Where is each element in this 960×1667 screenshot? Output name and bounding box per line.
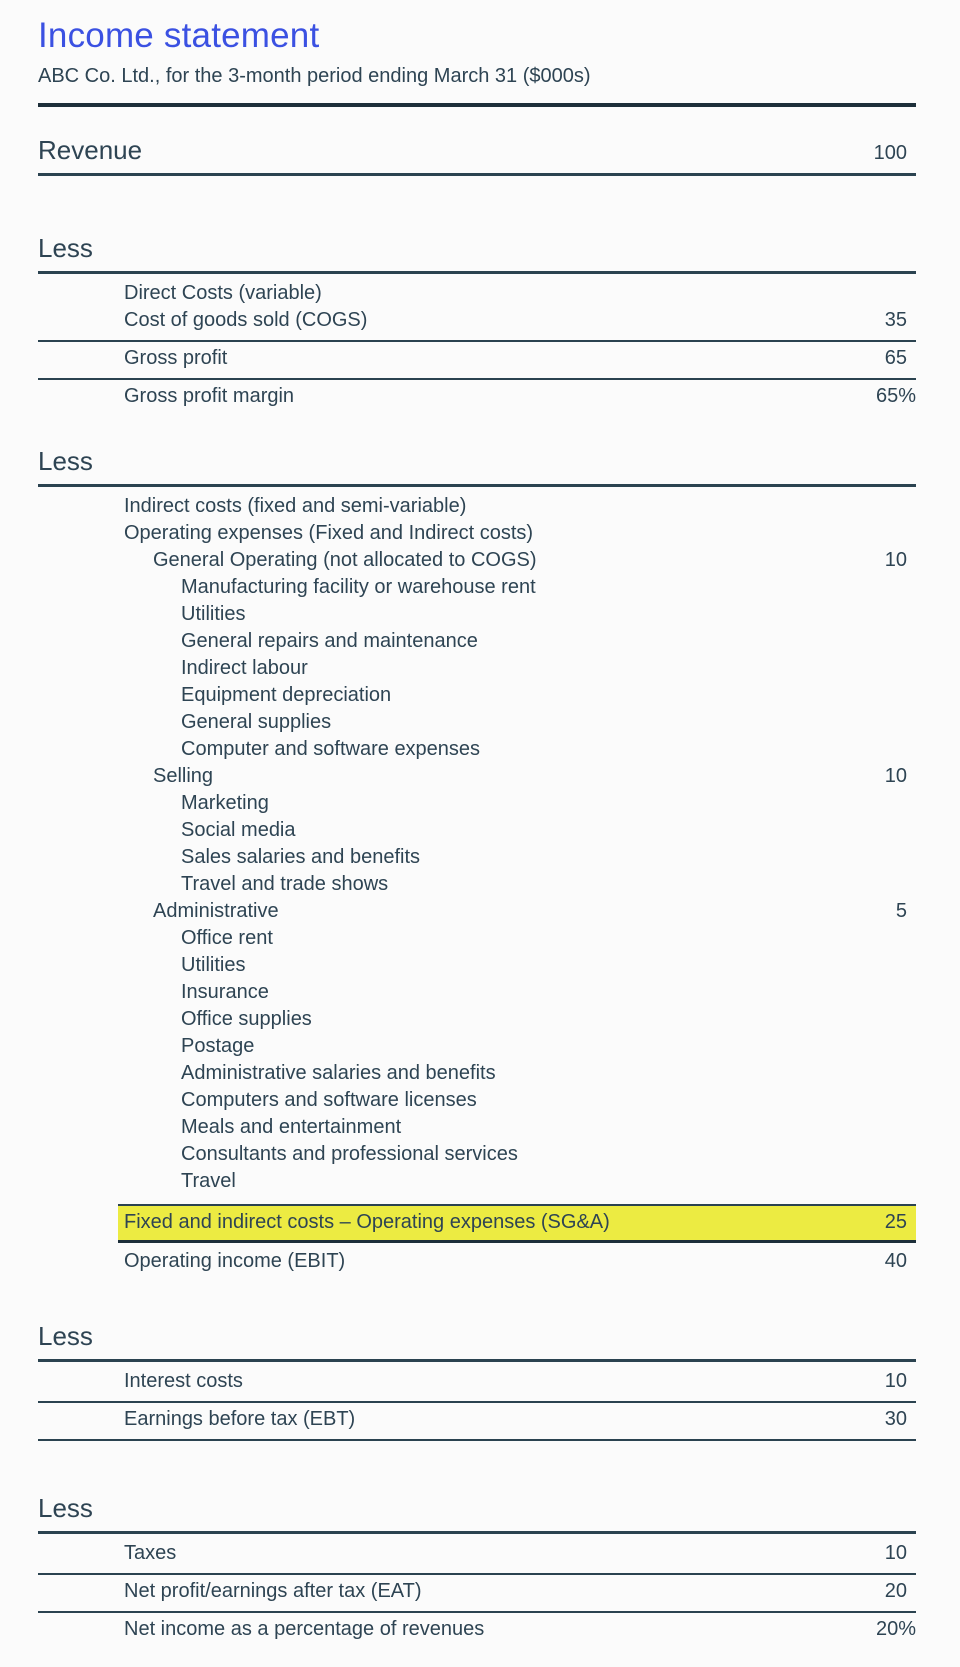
line-item-row: [38, 574, 916, 601]
row-value: 65: [884, 347, 907, 369]
line-item-row: [38, 1616, 916, 1643]
row-label: Net income as a percentage of revenues: [124, 1618, 485, 1640]
row-label: Net profit/earnings after tax (EAT): [124, 1580, 422, 1602]
section-header: [38, 1321, 916, 1362]
line-item-row: [38, 520, 916, 547]
row-label: Direct Costs (variable): [124, 282, 322, 304]
row-label: Postage: [181, 1035, 255, 1057]
line-item-row: [38, 1406, 916, 1441]
row-value: 10: [884, 765, 907, 787]
line-item-row: [38, 1368, 916, 1403]
row-label: Computers and software licenses: [181, 1089, 477, 1111]
row-label: General supplies: [181, 711, 332, 733]
line-item-row: [38, 790, 916, 817]
section-header: [38, 446, 916, 487]
line-item-row: [38, 383, 916, 410]
line-item-row: [38, 1087, 916, 1114]
row-value: 5: [895, 900, 907, 922]
row-value: 10: [884, 549, 907, 571]
section-header: [38, 1493, 916, 1534]
line-item-row: [38, 1168, 916, 1195]
line-item-row: [38, 493, 916, 520]
revenue-section: [38, 135, 916, 176]
line-item-row: [38, 655, 916, 682]
line-item-row: [38, 1540, 916, 1575]
line-item-row: [38, 871, 916, 898]
row-value: 30: [884, 1408, 907, 1430]
line-item-row: [38, 1248, 916, 1275]
row-label: Office rent: [181, 927, 273, 949]
row-label: Earnings before tax (EBT): [124, 1408, 356, 1430]
section-label: Less: [38, 446, 93, 476]
section-header: [38, 233, 916, 274]
less-direct-costs-section: [38, 233, 916, 410]
section-label: Less: [38, 1321, 93, 1351]
line-item-row: [38, 1060, 916, 1087]
row-label: Gross profit: [124, 347, 228, 369]
line-item-row: [38, 979, 916, 1006]
row-value: 40: [884, 1250, 907, 1272]
line-item-row: [38, 763, 916, 790]
less-taxes-section: [38, 1493, 916, 1643]
row-value: 25: [884, 1211, 907, 1233]
row-label: Equipment depreciation: [181, 684, 392, 706]
page-title: Income statement: [38, 16, 320, 55]
line-item-row: [38, 345, 916, 380]
line-item-row: [38, 952, 916, 979]
line-item-row: [38, 1033, 916, 1060]
row-label: Selling: [153, 765, 214, 787]
line-item-row: [38, 1114, 916, 1141]
row-label: Utilities: [181, 603, 246, 625]
line-item-row: [38, 736, 916, 763]
line-item-row: [38, 844, 916, 871]
line-item-row: [38, 280, 916, 307]
row-label: Travel: [181, 1170, 236, 1192]
row-label: Fixed and indirect costs – Operating expenses (SG&A): [124, 1211, 610, 1233]
row-label: Operating expenses (Fixed and Indirect costs): [124, 522, 534, 544]
row-label: Travel and trade shows: [181, 873, 389, 895]
row-value: 10: [884, 1542, 907, 1564]
statement-body: [38, 135, 916, 1643]
row-label: Computer and software expenses: [181, 738, 481, 760]
row-label: Manufacturing facility or warehouse rent: [181, 576, 536, 598]
row-label: Social media: [181, 819, 296, 841]
section-rows: [38, 1534, 916, 1643]
row-label: Consultants and professional services: [181, 1143, 518, 1165]
line-item-row: [38, 682, 916, 709]
row-value: 20%: [875, 1618, 916, 1640]
line-item-row: [38, 709, 916, 736]
row-label: Marketing: [181, 792, 269, 814]
row-label: Meals and entertainment: [181, 1116, 402, 1138]
section-label: Less: [38, 233, 93, 263]
section-rows: [38, 487, 916, 1275]
line-item-row: [38, 547, 916, 574]
row-label: Interest costs: [124, 1370, 243, 1392]
row-label: Taxes: [124, 1542, 177, 1564]
section-rows: [38, 274, 916, 410]
row-label: Sales salaries and benefits: [181, 846, 421, 868]
row-value: 10: [884, 1370, 907, 1392]
row-label: General repairs and maintenance: [181, 630, 478, 652]
row-label: Operating income (EBIT): [124, 1250, 346, 1272]
sgna-highlight-row: [118, 1204, 916, 1243]
row-label: Insurance: [181, 981, 269, 1003]
line-item-row: [38, 925, 916, 952]
row-value: 20: [884, 1580, 907, 1602]
row-value: 65%: [875, 385, 916, 407]
line-item-row: [38, 898, 916, 925]
row-label: General Operating (not allocated to COGS): [153, 549, 537, 571]
row-label: Administrative: [153, 900, 279, 922]
line-item-row: [38, 601, 916, 628]
row-value: 35: [884, 309, 907, 331]
row-label: Cost of goods sold (COGS): [124, 309, 368, 331]
page-subtitle: ABC Co. Ltd., for the 3-month period ending March 31 ($000s): [38, 65, 591, 87]
section-value: 100: [873, 142, 907, 164]
row-label: Administrative salaries and benefits: [181, 1062, 496, 1084]
section-rows: [38, 1362, 916, 1441]
less-operating-expenses-section: [38, 446, 916, 1275]
line-item-row: [38, 628, 916, 655]
row-label: Indirect costs (fixed and semi-variable): [124, 495, 467, 517]
section-header: [38, 135, 916, 176]
less-interest-section: [38, 1321, 916, 1441]
row-label: Indirect labour: [181, 657, 308, 679]
header-divider: [38, 103, 916, 107]
line-item-row: [38, 1006, 916, 1033]
line-item-row: [38, 1141, 916, 1168]
section-label: Less: [38, 1493, 93, 1523]
row-label: Utilities: [181, 954, 246, 976]
line-item-row: [38, 307, 916, 342]
row-label: Office supplies: [181, 1008, 312, 1030]
section-label: Revenue: [38, 135, 143, 165]
line-item-row: [38, 817, 916, 844]
row-label: Gross profit margin: [124, 385, 295, 407]
line-item-row: [38, 1578, 916, 1613]
